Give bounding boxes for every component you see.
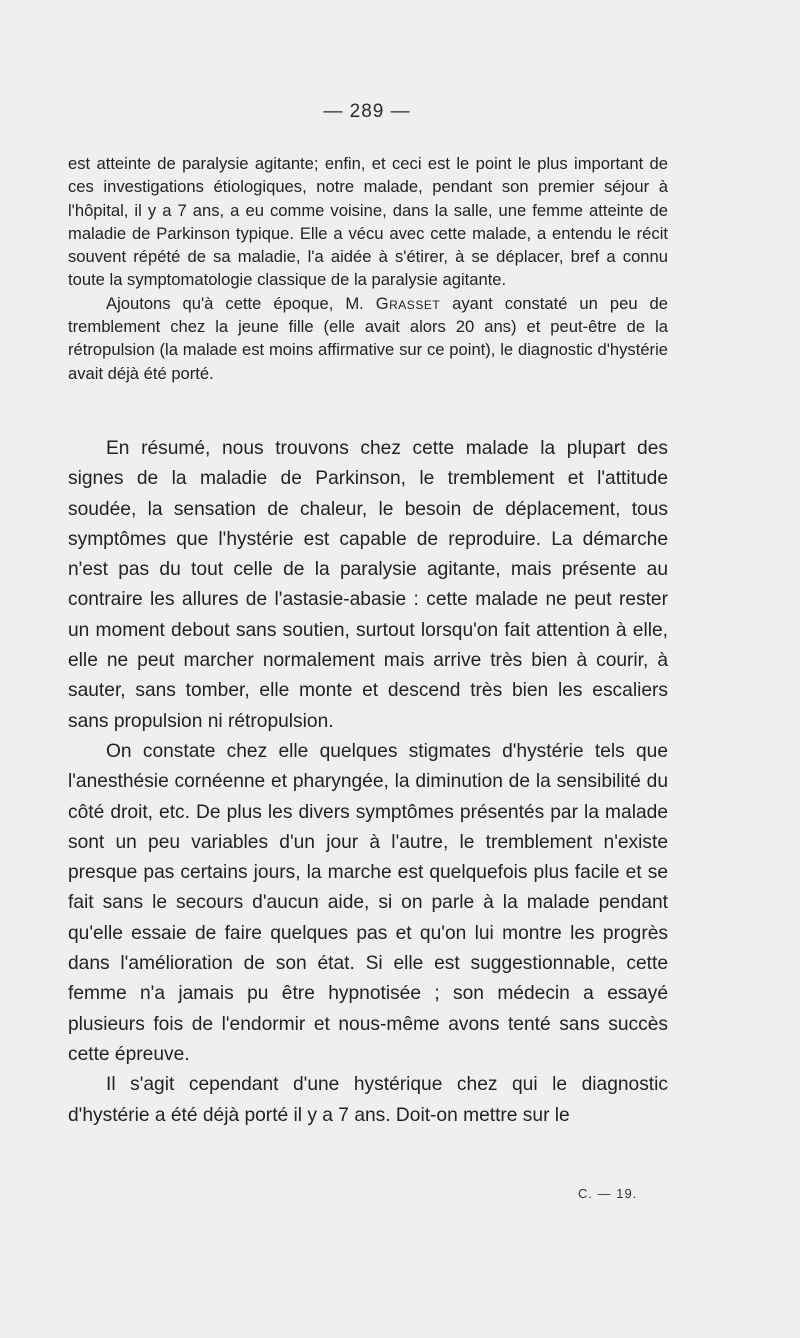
small-print-block [68,152,668,385]
main-text-block [68,434,668,1131]
paragraph-grasset [68,292,668,385]
paragraph-grasset-after: ayant constaté un peu de tremblement chez la jeune fille (elle avait alors 20 ans) et peut-être de la rétropulsion (la malade est moins affirmative sur ce point), le diagnostic d'hystérie avait déjà été porté. [68,293,668,383]
paragraph-grasset-before: Ajoutons qu'à cette époque, M. [106,293,376,313]
paragraph-stigmata: On constate chez elle quelques stigmates d'hystérie tels que l'anesthésie cornéenne et pharyngée, la diminution de la sensibilité du côté droit, etc. De plus les divers symptômes présentés par la malade sont un peu variables d'un jour à l'autre, le tremblement n'existe presque pas certains jours, la marche est quelquefois plus facile et se fait sans le secours d'aucun aide, si on parle à la malade pendant qu'elle essaie de faire quelques pas et qu'on lui montre les progrès dans l'amélioration de son état. Si elle est suggestionnable, cette femme n'a jamais pu être hypnotisée ; son médecin a essayé plusieurs fois de l'endormir et nous-même avons tenté sans succès cette épreuve. [68,740,668,1065]
author-name-grasset: Grasset [375,293,441,313]
paragraph-summary: En résumé, nous trouvons chez cette malade la plupart des signes de la maladie de Parkinson, le tremblement et l'attitude soudée, la sensation de chaleur, le besoin de déplacement, tous symptômes que l'hystérie est capable de reproduire. La démarche n'est pas du tout celle de la paralysie agitante, mais présente au contraire les allures de l'astasie-abasie : cette malade ne peut rester un moment debout sans soutien, surtout lorsqu'on fait attention à elle, elle ne peut marcher normalement mais arrive très bien à courir, à sauter, sans tomber, elle monte et descend très bien les escaliers sans propulsion ni rétropulsion. [68,438,668,732]
paragraph-etiology: est atteinte de paralysie agitante; enfin, et ceci est le point le plus important de ces investigations étiologiques, notre malade, pendant son premier séjour à l'hôpital, il y a 7 ans, a eu comme voisine, dans la salle, une femme atteinte de maladie de Parkinson typique. Elle a vécu avec cette malade, a entendu le récit souvent répété de sa maladie, l'a aidée à s'étirer, à se déplacer, bref a connu toute la symptomatologie classique de la paralysie agitante. [68,154,668,290]
printer-signature-mark: C. — 19. [578,1186,638,1201]
paragraph-conclusion: Il s'agit cependant d'une hystérique chez qui le diagnostic d'hystérie a été déjà porté il y a 7 ans. Doit-on mettre sur le [68,1074,668,1126]
page-number: — 289 — [323,101,411,122]
